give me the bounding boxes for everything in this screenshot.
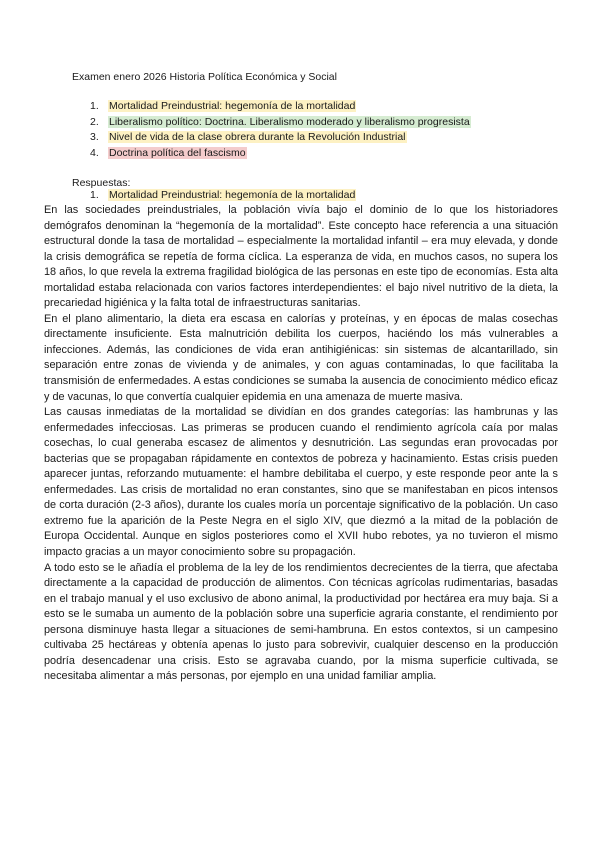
answer-body [44, 203, 558, 685]
topic-number: 4. [90, 146, 99, 159]
topic-text: Mortalidad Preindustrial: hegemonía de la mortalidad [109, 100, 356, 112]
topic-item [90, 146, 471, 162]
topic-text: Doctrina política del fascismo [109, 146, 246, 159]
paragraph: A todo esto se le añadía el problema de la ley de los rendimientos decrecientes de la tierra, que afectaba directamente a la capacidad de producción de alimentos. Con técnicas agrícolas rudimentarias, basadas en el trabajo manual y el uso exclusivo de abono animal, la productividad por hectárea era muy baja. Si a esto se le sumaba un aumento de la población sobre una superficie agraria constante, el rendimiento por persona disminuye hasta llegar a situaciones de semi-hambruna. En estos contextos, si un campesino cultivaba 25 hectáreas y obtenía apenas lo justo para sobrevivir, cualquier descenso en la producción podría desencadenar una crisis. Esto se agravaba cuando, por la misma superficie cultivada, se necesitaba alimentar a más personas, por ejemplo en una unidad familiar amplia. [44, 561, 558, 683]
answer-heading-text: Mortalidad Preindustrial: hegemonía de la mortalidad [109, 189, 356, 201]
topic-list [90, 99, 471, 161]
paragraph: Las causas inmediatas de la mortalidad se dividían en dos grandes categorías: las hambrunas y las enfermedades infecciosas. Las primeras se producen cuando el rendimiento agrícola caía por malas cosechas, lo cual generaba escasez de alimentos y desnutrición. Las segundas eran provocadas por bacterias que se propagaban rápidamente en contextos de pobreza y hacinamiento. Estas crisis pueden aparecer juntas, reforzando mutuamente: el hambre debilitaba el cuerpo, y este responde peor ante la s enfermedades. Las crisis de mortalidad no eran constantes, sino que se manifestaban en picos intensos de corta duración (2-3 años), durante los cuales moría un porcentaje significativo de la población. Un caso extremo fue la aparición de la Peste Negra en el siglo XIV, que diezmó a la mitad de la población de Europa Occidental. Aunque en siglos posteriores como el XVII hubo rebotes, ya no tuvieron el mismo impacto gracias a un mayor conocimiento sobre su propagación. [44, 406, 558, 559]
topic-item [90, 115, 471, 131]
answers-label: Respuestas: [72, 177, 131, 189]
answer-heading-list [90, 188, 356, 204]
answer-number: 1. [90, 189, 99, 201]
topic-text: Liberalismo político: Doctrina. Liberalismo moderado y liberalismo progresista [109, 115, 470, 128]
paragraph: En las sociedades preindustriales, la población vivía bajo el dominio de lo que los historiadores demógrafos denominan la “hegemonía de la mortalidad”. Este concepto hace referencia a una situación estructural donde la tasa de mortalidad – especialmente la mortalidad infantil – era muy elevada, y donde la crisis demográfica se repetía de forma cíclica. La esperanza de vida, en muchos casos, no supera los 18 años, lo que revela la extrema fragilidad biológica de las personas en este tipo de economías. Esta alta mortalidad estaba relacionada con varios factores interdependientes: el bajo nivel nutritivo de la dieta, la precariedad higiénica y la falta total de infraestructuras sanitarias. [44, 204, 558, 310]
topic-text: Nivel de vida de la clase obrera durante la Revolución Industrial [109, 131, 406, 144]
topic-number: 3. [90, 131, 99, 144]
answer-heading [90, 188, 356, 204]
topic-item [90, 130, 471, 146]
document-title: Examen enero 2026 Historia Política Económica y Social [72, 71, 337, 83]
paragraph: En el plano alimentario, la dieta era escasa en calorías y proteínas, y en épocas de malas cosechas directamente insuficiente. Esta malnutrición debilita los cuerpos, haciéndo los más vulnerables a infecciones. Además, las condiciones de vida eran antihigiénicas: sin sistemas de alcantarillado, sin separación entre zonas de vivienda y de animales, y con aguas contaminadas, lo que facilitaba la transmisión de enfermedades. A estas condiciones se sumaba la ausencia de conocimiento médico eficaz y de vacunas, lo que convertía cualquier epidemia en una amenaza de muerte masiva. [44, 312, 558, 403]
topic-number: 2. [90, 115, 99, 128]
topic-number: 1. [90, 100, 99, 112]
topic-item [90, 99, 471, 115]
